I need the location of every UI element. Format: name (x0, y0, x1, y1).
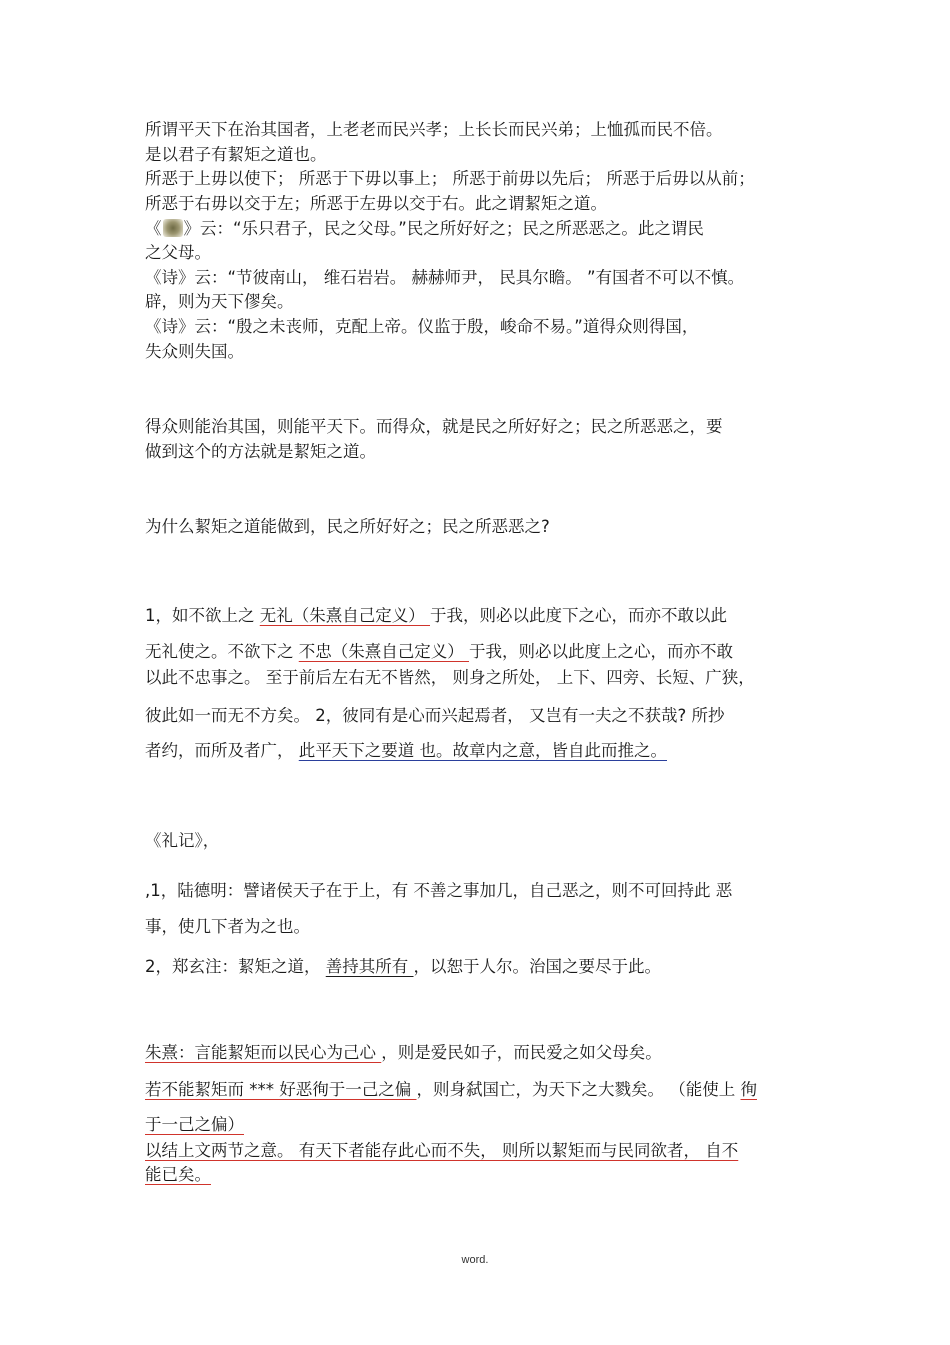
text-segment: 2，郑玄注：絜矩之道， (145, 957, 326, 976)
text-segment: 》云：“乐只君子，民之父母。”民之所好好之；民之所恶恶之。此之谓民 (183, 219, 704, 238)
text-line: 所恶于右毋以交于左；所恶于左毋以交于右。此之谓絜矩之道。 (145, 194, 607, 213)
text-segment: 者约，而所及者广， (145, 741, 299, 760)
underlined-phrase: 若不能絜矩而 *** 好恶徇于一己之偏 (145, 1080, 417, 1099)
text-line: 彼此如一而无不方矣。 2，彼同有是心而兴起焉者， 又岂有一夫之不获哉? 所抄 (145, 706, 725, 725)
underlined-phrase: 朱熹：言能絜矩而以民心为己心 (145, 1043, 382, 1062)
text-line: 辟，则为天下僇矣。 (145, 292, 294, 311)
text-segment: ，以恕于人尔。治国之要尽于此。 (413, 957, 661, 976)
underlined-phrase: 善持其所有 (325, 957, 414, 976)
text-line (145, 1042, 662, 1064)
text-line: 所谓平天下在治其国者，上老老而民兴孝；上长长而民兴弟；上恤孤而民不倍。 (145, 120, 723, 139)
underlined-phrase: 以结上文两节之意。 有天下者能存此心而不失， 则所以絜矩而与民同欲者， 自不 (145, 1141, 739, 1160)
underlined-phrase: 此平天下之要道 (298, 741, 420, 760)
text-segment: ，则是爱民如子，而民爱之如父母矣。 (381, 1043, 662, 1062)
text-segment: ，则身弑国亡，为天下之大戮矣。 （能使上 (416, 1080, 741, 1099)
text-line: 《礼记》， (145, 831, 220, 850)
text-line (145, 1140, 738, 1162)
text-line (145, 1164, 211, 1186)
underlined-phrase: 徇 (740, 1080, 757, 1099)
text-line: ,1，陆德明：譬诸侯天子在于上，有 不善之事加几，自己恶之，则不可回持此 恶 (145, 881, 733, 900)
underlined-phrase: 不忠（朱熹自己定义） (298, 642, 469, 661)
text-line: 是以君子有絜矩之道也。 (145, 145, 327, 164)
text-line: 所恶于上毋以使下； 所恶于下毋以事上； 所恶于前毋以先后； 所恶于后毋以从前； (145, 169, 755, 188)
shi-character-image (163, 219, 183, 237)
text-segment: 无礼使之。不欲下之 (145, 642, 299, 661)
text-segment: 于我，则必以此度上之心，而亦不敢 (469, 642, 733, 661)
underlined-phrase: 能已矣。 (145, 1165, 211, 1184)
underlined-phrase: 也。故章内之意，皆自此而推之。 (419, 741, 667, 760)
text-line (145, 1114, 244, 1136)
text-line: 之父母。 (145, 243, 211, 262)
text-line: 做到这个的方法就是絜矩之道。 (145, 442, 376, 461)
text-line: 为什么絜矩之道能做到，民之所好好之；民之所恶恶之? (145, 517, 550, 536)
underlined-phrase: 于一己之偏） (145, 1115, 244, 1134)
underlined-phrase: 无礼（朱熹自己定义） (259, 606, 430, 625)
text-segment: 于我，则必以此度下之心，而亦不敢以此 (430, 606, 727, 625)
text-line: 《诗》云：“节彼南山， 维石岩岩。 赫赫师尹， 民具尔瞻。 ”有国者不可以不慎。 (145, 268, 745, 287)
text-segment: 1，如不欲上之 (145, 606, 260, 625)
text-line (145, 740, 667, 762)
text-line: 《诗》云：“殷之未丧师，克配上帝。仪监于殷，峻命不易。”道得众则得国， (145, 317, 699, 336)
text-line: 失众则失国。 (145, 342, 244, 361)
text-line (145, 1079, 757, 1101)
text-line (145, 218, 704, 240)
text-line: 事，使几下者为之也。 (145, 917, 310, 936)
text-line (145, 641, 733, 663)
page-footer: word. (461, 1254, 489, 1266)
text-line: 得众则能治其国，则能平天下。而得众，就是民之所好好之；民之所恶恶之，要 (145, 417, 723, 436)
text-line: 以此不忠事之。 至于前后左右无不皆然， 则身之所处， 上下、四旁、长短、广狭， (145, 668, 755, 687)
text-segment: 《 (145, 219, 162, 238)
text-line (145, 956, 661, 978)
text-line (145, 605, 727, 627)
